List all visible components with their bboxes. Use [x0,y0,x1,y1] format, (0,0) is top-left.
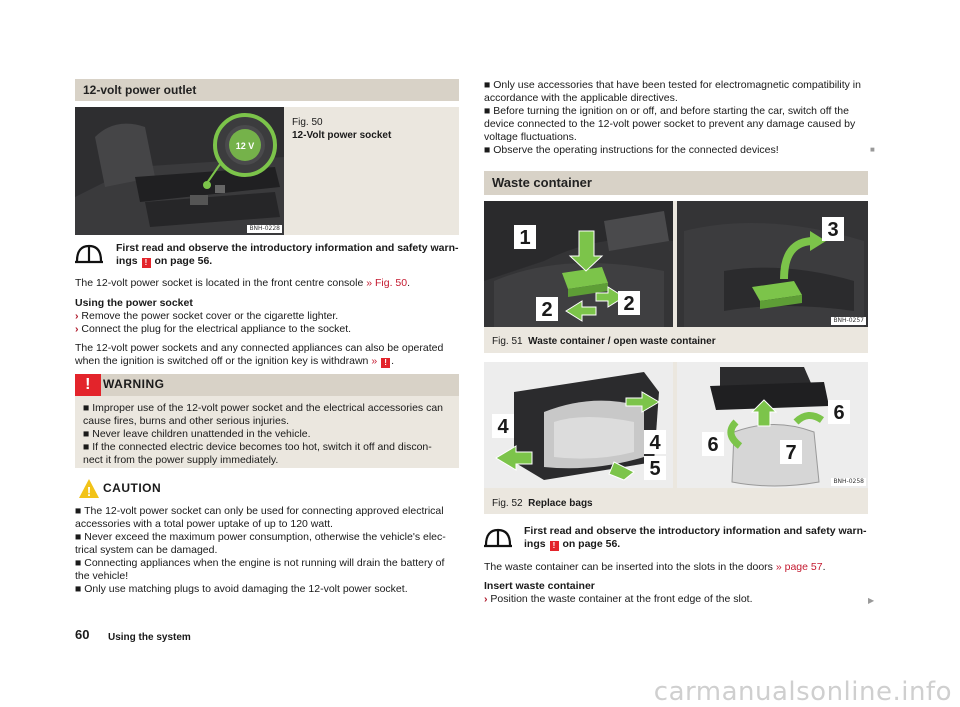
caution-line: ■ Connecting appliances when the engine is not running will drain the battery of [75,557,445,569]
caution-line: ■ Never exceed the maximum power consumption, otherwise the vehicle's elec- [75,531,446,543]
warning-line: ■ Improper use of the 12-volt power socket and the electrical accessories can [83,402,444,414]
label-3: 3 [827,219,839,241]
read-first-line1: First read and observe the introductory information and safety warn- [116,242,459,254]
intro-paragraph [75,277,459,290]
note-line: ■ Observe the operating instructions for the connected devices! [484,144,779,156]
caution-line: the vehicle! [75,570,129,582]
book-icon [75,241,103,265]
ignition-note [75,342,459,368]
accessory-notes [484,79,868,157]
figure-code: BNH-0257 [833,317,864,324]
label-1: 1 [519,227,531,249]
label-7: 7 [785,442,797,464]
label-4b: 4 [649,432,661,454]
warning-header [75,374,459,396]
insert-section [484,580,868,606]
figure-title: 12-Volt power socket [292,130,392,141]
book-icon [484,525,512,549]
step-2: › Connect the plug for the electrical appliance to the socket. [75,323,352,335]
read-first-line2a: ings [524,538,546,550]
warning-title: WARNING [103,377,165,391]
waste-intro-paragraph [484,561,868,574]
label-6b: 6 [707,434,719,456]
figure-number: Fig. 50 [292,117,323,128]
note-line: ■ Only use accessories that have been tested for electromagnetic compatibility in [484,79,861,91]
watermark: carmanualsonline.info [653,677,952,707]
note-line: device connected to the 12-volt power socket to prevent any damage caused by [484,118,856,130]
figure-50-photo [75,107,284,235]
warning-link[interactable]: » [371,355,378,367]
caution-line: trical system can be damaged. [75,544,218,556]
figure-50-caption [292,116,452,142]
warning-icon: ! [550,541,559,551]
intro-text: The 12-volt power socket is located in the front centre console [75,277,364,289]
figure-52-photo [484,362,868,488]
caution-line: ■ The 12-volt power socket can only be used for connecting approved electrical [75,505,444,517]
svg-text:!: ! [86,484,92,499]
warning-line: nect it from the power supply immediately. [83,454,279,466]
note-line2: when the ignition is switched off or the ignition key is withdrawn [75,355,369,367]
note-line: voltage fluctuations. [484,131,577,143]
note-line: ■ Before turning the ignition on or off, and before starting the car, switch off the [484,105,849,117]
section-title-waste-container: Waste container [484,171,868,195]
read-first-link[interactable]: on page 56. [154,255,213,267]
caution-line: ■ Only use matching plugs to avoid damaging the 12-volt power socket. [75,583,408,595]
caution-header [75,478,459,500]
exclamation-icon: ! [75,374,101,396]
label-2b: 2 [623,293,635,315]
fig-50-link[interactable]: » Fig. 50 [366,277,408,289]
continue-arrow-icon: ▶ [868,596,875,605]
warning-body [75,396,459,468]
figure-52-caption [492,497,862,510]
label-5: 5 [649,458,661,480]
figure-51-caption [492,335,862,348]
label-4a: 4 [497,416,509,438]
read-first-note [116,242,459,268]
figure-title: Replace bags [528,498,593,509]
page-57-link[interactable]: » page 57 [775,561,823,573]
note-line1: The 12-volt power sockets and any connected appliances can also be operated [75,342,444,354]
intro-end: . [407,277,411,289]
waste-container-illustration [484,201,868,327]
bag-replacement-illustration [484,362,868,488]
read-first-note-right [524,525,868,551]
using-section [75,297,459,336]
warning-icon: ! [381,358,390,368]
figure-code: BNH-0228 [249,225,280,232]
caution-title: CAUTION [103,481,162,495]
intro-text: The waste container can be inserted into the slots in the doors [484,561,773,573]
read-first-line1: First read and observe the introductory information and safety warn- [524,525,867,537]
center-console-illustration [75,107,284,235]
socket-label: 12 V [235,141,255,151]
chapter-title: Using the system [108,632,191,643]
label-6a: 6 [833,402,845,424]
continue-marker-icon: ■ [870,145,875,154]
warning-line: ■ If the connected electric device becomes too hot, switch it off and discon- [83,441,432,453]
read-first-line2a: ings [116,255,138,267]
label-2a: 2 [541,299,553,321]
warning-icon: ! [142,258,151,268]
figure-51-photo [484,201,868,327]
using-title: Using the power socket [75,297,193,309]
insert-step-1: › Position the waste container at the front edge of the slot. [484,593,753,605]
figure-title: Waste container / open waste container [528,336,716,347]
note-line: accordance with the applicable directives. [484,92,678,104]
page-number: 60 [75,627,90,642]
figure-code: BNH-0258 [833,478,864,485]
step-1: › Remove the power socket cover or the cigarette lighter. [75,310,339,322]
warning-line: ■ Never leave children unattended in the vehicle. [83,428,311,440]
intro-end: . [822,561,826,573]
figure-number: Fig. 52 [492,498,523,509]
caution-line: accessories with a total power uptake of up to 120 watt. [75,518,333,530]
note-end: . [391,355,394,367]
caution-triangle-icon [78,478,100,500]
warning-line: cause fires, burns and other serious injuries. [83,415,290,427]
figure-number: Fig. 51 [492,336,523,347]
read-first-link[interactable]: on page 56. [562,538,621,550]
caution-body [75,505,459,596]
insert-title: Insert waste container [484,580,595,592]
section-title-power-outlet: 12-volt power outlet [75,79,459,101]
